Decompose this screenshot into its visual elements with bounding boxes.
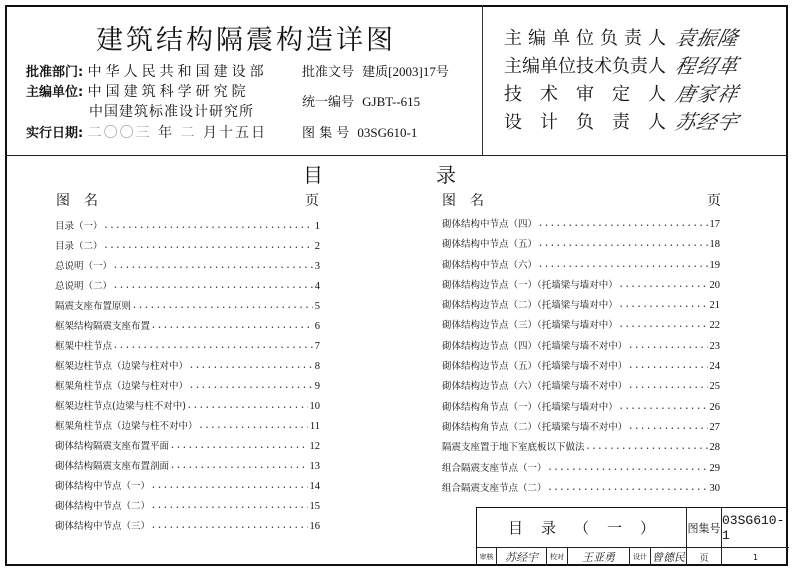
toc-entry-page: 19 (709, 259, 720, 271)
leader-dots (190, 357, 313, 378)
editor-label: 主编单位: (26, 85, 84, 100)
responsible-role: 主编单位负责人 (504, 27, 666, 49)
toc-entry-page: 29 (709, 462, 720, 474)
toc-title-left: 目 (303, 163, 323, 187)
toc-entry-name: 框架边柱节点(边梁与柱不对中) (55, 401, 186, 412)
toc-entry-name: 组合隔震支座节点（一） (442, 462, 547, 474)
title-block-title: 目录（一） (477, 508, 687, 548)
col-page-header-right: 页 (707, 193, 721, 209)
design-label: 设计 (630, 548, 651, 566)
toc-entry-page: 8 (314, 361, 320, 372)
review-signature: 苏经宇 (497, 548, 547, 566)
editor-2: 中国建筑标准设计研究所 (89, 104, 254, 120)
leader-dots (114, 337, 313, 358)
toc-entry-page: 18 (709, 239, 720, 251)
toc-entry-page: 28 (709, 442, 720, 454)
toc-entry-name: 砌体结构边节点（一）（托墙梁与墙对中） (442, 279, 618, 291)
effective-date-label: 实行日期: (26, 126, 84, 141)
toc-title-right: 录 (436, 163, 456, 187)
leader-dots (114, 257, 313, 278)
toc-entry (442, 215, 720, 235)
toc-entry (55, 457, 320, 477)
toc-entry (55, 357, 320, 377)
leader-dots (620, 276, 708, 297)
toc-entry (442, 357, 720, 377)
toc-entry (442, 398, 720, 418)
leader-dots (105, 237, 313, 258)
toc-entry-name: 砌体结构边节点（五）（托墙梁与墙不对中） (442, 361, 628, 373)
toc-entry (55, 417, 320, 437)
leader-dots (539, 235, 707, 256)
toc-entry (442, 438, 720, 458)
toc-entry-name: 砌体结构中节点（六） (442, 259, 538, 271)
toc-entry-name: 砌体结构角节点（一）（托墙梁与墙对中） (442, 401, 618, 413)
toc-entry (55, 397, 320, 417)
signature: 程绍革 (673, 54, 742, 78)
title-block-atlas-label: 图集号 (687, 508, 722, 548)
toc-entry-page: 24 (709, 361, 720, 373)
toc-entry-page: 15 (309, 501, 320, 512)
editor-row-2 (89, 101, 254, 121)
toc-entry-name: 框架角柱节点（边梁与柱对中） (55, 381, 189, 392)
editor-1: 中国建筑科学研究院 (87, 84, 250, 100)
toc-entry-page: 26 (709, 401, 720, 413)
toc-entry (442, 316, 720, 336)
toc-entry (442, 418, 720, 438)
toc-entry-page: 20 (709, 279, 720, 291)
unified-no-value: GJBT--615 (362, 94, 421, 109)
toc-entry-name: 目录（二） (55, 241, 103, 252)
leader-dots (152, 497, 307, 518)
toc-list-left (55, 217, 320, 537)
toc-entry-page: 30 (709, 482, 720, 494)
toc-entry-name: 砌体结构中节点（二） (55, 501, 151, 512)
toc-entry-name: 砌体结构隔震支座布置剖面 (55, 461, 170, 472)
toc-entry-name: 总说明（二） (55, 281, 113, 292)
toc-entry-page: 1 (314, 221, 320, 232)
toc-entry-page: 23 (709, 340, 720, 352)
leader-dots (629, 377, 707, 398)
toc-entry-name: 框架结构隔震支座布置 (55, 321, 151, 332)
toc-entry-name: 砌体结构边节点（六）（托墙梁与墙不对中） (442, 381, 628, 393)
toc-entry (55, 237, 320, 257)
col-name-header-left: 图 名 (56, 193, 98, 209)
leader-dots (539, 215, 707, 236)
toc-entry-name: 砌体结构中节点（四） (442, 219, 538, 230)
design-signature: 曾德民 (651, 548, 687, 566)
toc-entry (442, 479, 720, 499)
effective-date-value: 二〇〇三 年 二 月十五日 (87, 125, 268, 141)
atlas-no-row (302, 122, 417, 141)
toc-entry (55, 497, 320, 517)
toc-entry-page: 10 (309, 401, 320, 412)
toc-entry (442, 276, 720, 296)
responsible-row (504, 106, 742, 135)
page-label: 页 (687, 548, 722, 566)
toc-entry (55, 377, 320, 397)
toc-entry-page: 17 (709, 219, 720, 230)
leader-dots (629, 418, 707, 439)
toc-entry-name: 砌体结构角节点（二）（托墙梁与墙不对中） (442, 421, 628, 433)
leader-dots (539, 256, 707, 277)
approval-dept-row (26, 61, 268, 81)
toc-entry-page: 14 (309, 481, 320, 492)
toc-entry (442, 296, 720, 316)
toc-entry (442, 235, 720, 255)
toc-entry-name: 砌体结构中节点（一） (55, 481, 151, 492)
responsible-row (504, 78, 742, 107)
atlas-no-value: 03SG610-1 (357, 125, 418, 140)
toc-entry-name: 组合隔震支座节点（二） (442, 482, 547, 494)
toc-entry-page: 21 (709, 300, 720, 312)
toc-entry (442, 377, 720, 397)
leader-dots (620, 398, 708, 419)
toc-entry (55, 477, 320, 497)
toc-entry-page: 2 (314, 241, 320, 252)
leader-dots (171, 437, 307, 458)
leader-dots (620, 296, 708, 317)
responsible-role: 技术审定人 (504, 83, 666, 105)
leader-dots (629, 357, 707, 378)
toc-list-right (442, 215, 720, 499)
toc-entry-page: 25 (709, 381, 720, 393)
toc-entry (55, 517, 320, 537)
toc-entry-name: 框架边柱节点（边梁与柱对中） (55, 361, 189, 372)
unified-no-label: 统一编号 (302, 95, 355, 110)
toc-entry-name: 隔震支座置于地下室底板以下做法 (442, 442, 585, 454)
toc-entry (442, 256, 720, 276)
toc-entry-page: 11 (309, 421, 320, 432)
toc-entry-page: 13 (309, 461, 320, 472)
leader-dots (549, 479, 708, 500)
toc-entry-page: 6 (314, 321, 320, 332)
toc-entry-name: 总说明（一） (55, 261, 113, 272)
toc-entry-name: 砌体结构边节点（二）（托墙梁与墙对中） (442, 300, 618, 312)
toc-entry-name: 框架中柱节点 (55, 341, 113, 352)
review-label: 审核 (477, 548, 497, 566)
toc-entry-name: 砌体结构中节点（三） (55, 521, 151, 532)
signature: 唐家祥 (673, 82, 742, 106)
toc-entry-name: 目录（一） (55, 221, 103, 232)
leader-dots (549, 459, 708, 480)
leader-dots (587, 438, 708, 459)
effective-date-row (26, 122, 267, 142)
toc-entry (55, 277, 320, 297)
responsible-role: 主编单位技术负责人 (504, 55, 666, 77)
leader-dots (152, 517, 307, 538)
toc-entry-name: 砌体结构隔震支座布置平面 (55, 441, 170, 452)
unified-no-row (302, 91, 420, 110)
check-label: 校对 (547, 548, 568, 566)
toc-entry-page: 12 (309, 441, 320, 452)
toc-entry-page: 16 (309, 521, 320, 532)
toc-entry-page: 7 (314, 341, 320, 352)
atlas-title: 建筑结构隔震构造详图 (96, 25, 396, 56)
leader-dots (171, 457, 307, 478)
leader-dots (200, 417, 308, 438)
toc-entry (55, 437, 320, 457)
toc-entry (55, 297, 320, 317)
toc-entry-page: 27 (709, 421, 720, 433)
leader-dots (114, 277, 313, 298)
approval-dept-value: 中华人民共和国建设部 (87, 64, 268, 80)
leader-dots (152, 477, 307, 498)
responsible-row (504, 22, 742, 51)
approval-dept-label: 批准部门: (26, 65, 84, 80)
toc-entry (55, 317, 320, 337)
approval-doc-value: 建质[2003]17号 (362, 64, 449, 79)
toc-entry-page: 9 (314, 381, 320, 392)
toc-entry (55, 337, 320, 357)
toc-entry-page: 4 (314, 281, 320, 292)
leader-dots (620, 316, 708, 337)
toc-entry-name: 砌体结构边节点（四）（托墙梁与墙不对中） (442, 340, 628, 352)
approval-doc-row (302, 61, 449, 80)
responsible-role: 设计负责人 (504, 111, 666, 133)
title-block-atlas-value: 03SG610-1 (722, 508, 789, 548)
check-signature: 王亚勇 (568, 548, 630, 566)
toc-entry-page: 3 (314, 261, 320, 272)
editor-row (26, 81, 250, 101)
col-name-header-right: 图 名 (442, 193, 484, 209)
toc-entry-page: 22 (709, 320, 720, 332)
leader-dots (105, 217, 313, 238)
leader-dots (152, 317, 313, 338)
signature: 袁振隆 (673, 26, 742, 50)
responsible-row (504, 50, 742, 79)
leader-dots (188, 397, 308, 418)
page-value: 1 (752, 552, 759, 562)
leader-dots (629, 337, 707, 358)
toc-entry-name: 框架角柱节点（边梁与柱不对中） (55, 421, 198, 432)
leader-dots (190, 377, 313, 398)
toc-entry (442, 459, 720, 479)
title-block (476, 507, 788, 566)
approval-doc-label: 批准文号 (302, 65, 355, 80)
toc-entry (55, 257, 320, 277)
toc-entry (55, 217, 320, 237)
header-divider (5, 155, 788, 156)
atlas-no-label: 图 集 号 (302, 126, 350, 141)
toc-entry-name: 砌体结构边节点（三）（托墙梁与墙对中） (442, 320, 618, 332)
signature: 苏经宇 (673, 110, 742, 134)
col-page-header-left: 页 (305, 193, 319, 209)
toc-entry-name: 砌体结构中节点（五） (442, 239, 538, 251)
leader-dots (133, 297, 313, 318)
toc-entry-page: 5 (314, 301, 320, 312)
header-vertical-divider (482, 5, 483, 156)
toc-entry (442, 337, 720, 357)
toc-entry-name: 隔震支座布置原则 (55, 301, 132, 312)
